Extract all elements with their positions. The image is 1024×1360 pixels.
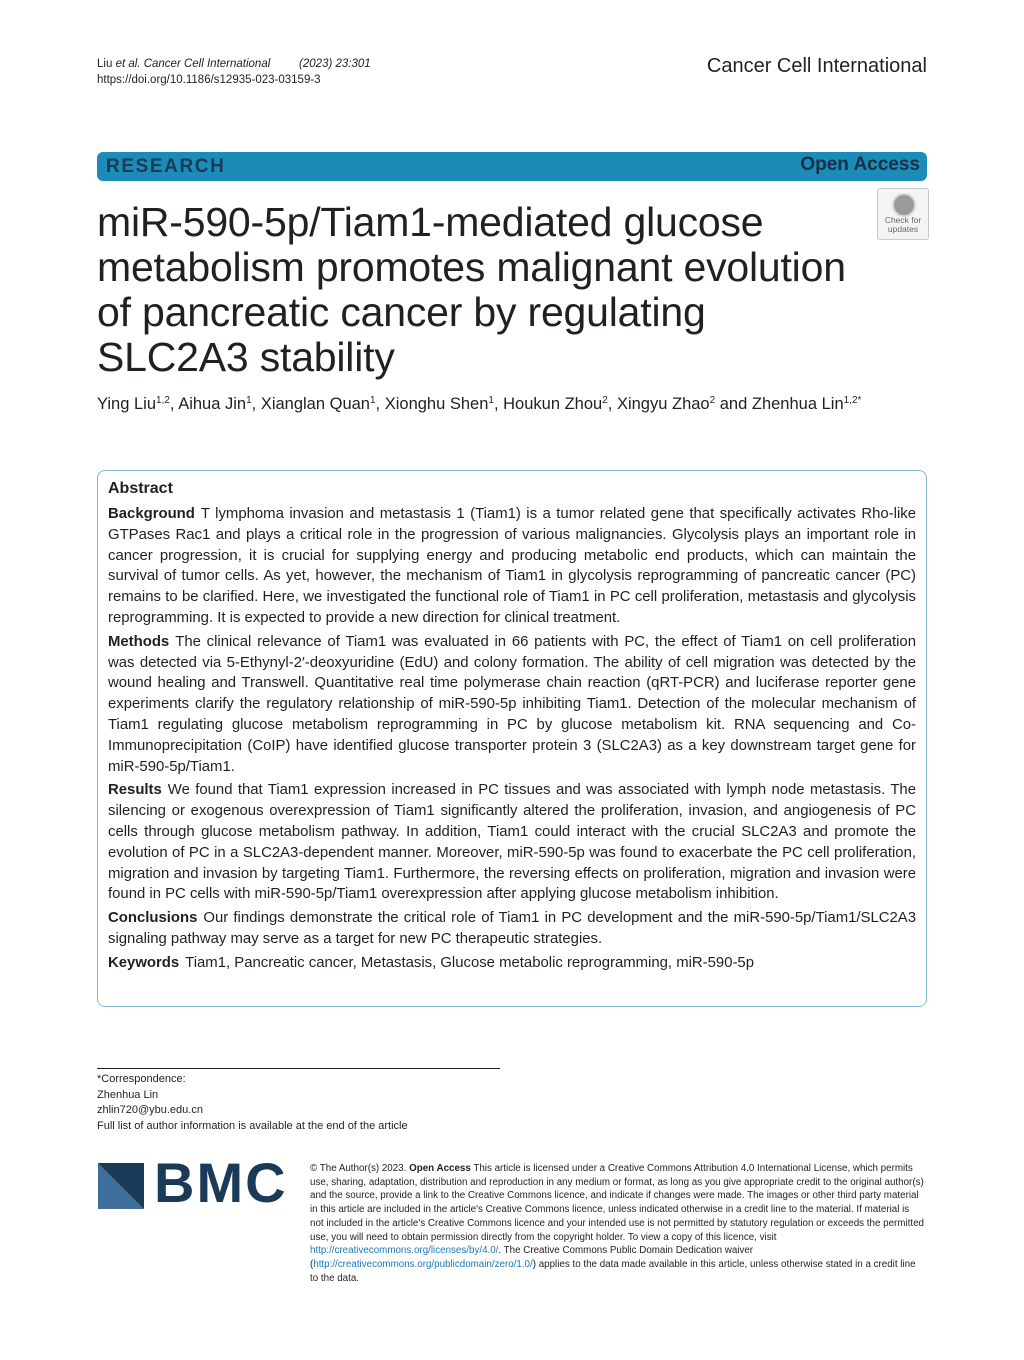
author-name[interactable]: Xianglan Quan <box>260 395 370 413</box>
citation-journal: Cancer Cell International <box>143 58 271 70</box>
author-separator: , <box>493 395 504 413</box>
keywords-label: Keywords <box>108 954 180 971</box>
background-label: Background <box>108 506 195 522</box>
author-affiliation: 1 <box>488 395 494 406</box>
citation-authors: Liu <box>97 58 113 70</box>
article-title: miR-590-5p/Tiam1-mediated glucose metabolism promotes malignant evolution of pancreatic cancer by regulating SLC2A3 stability <box>97 199 846 380</box>
author-name[interactable]: Houkun Zhou <box>503 395 603 413</box>
author-separator: , <box>251 395 261 413</box>
results-label: Results <box>108 782 162 799</box>
license-text-part2: . The Creative Commons Public Domain Dedication waiver ( <box>310 1245 754 1270</box>
conclusions-label: Conclusions <box>108 910 198 927</box>
bmc-logo <box>98 1151 288 1214</box>
author-affiliation: 1,2* <box>843 395 862 406</box>
author-name[interactable]: Xionghu Shen <box>384 395 489 413</box>
correspondence-label: *Correspondence: <box>97 1073 186 1085</box>
citation-etal: et al. <box>115 58 141 70</box>
open-access-label: Open Access <box>800 154 920 175</box>
check-updates-line2: updates <box>887 224 919 234</box>
doi-link[interactable]: https://doi.org/10.1186/s12935-023-03159-3 <box>97 74 321 86</box>
license-statement <box>310 1162 925 1285</box>
correspondence-note <box>97 1072 408 1134</box>
author-separator: , <box>169 395 179 413</box>
author-name[interactable]: Ying Liu <box>97 395 157 413</box>
results-text: We found that Tiam1 expression increased in PC tissues and was associated with lymph node metastasis. The silencing or exogenous overexpression of Tiam1 significantly altered the proliferation, invasion, and angiogenesis of PC cells through glucose metabolism pathway. In addition, Tiam1 could interact with the crucial SLC2A3 and promote the evolution of PC in a SLC2A3-dependent manner. Moreover, miR-590-5p was found to exacerbate the PC cell proliferation, migration and invasion by targeting Tiam1. Furthermore, the reversing effects on proliferation, migration and invasion were found in PC cells with miR-590-5p/Tiam1 overexpression after applying glucose metabolism inhibition. <box>108 782 916 903</box>
license-link-zero[interactable]: http://creativecommons.org/publicdomain/zero/1.0/ <box>313 1258 533 1270</box>
check-updates-line1: Check for <box>884 215 922 225</box>
check-for-updates-badge[interactable] <box>877 188 929 240</box>
article-type-banner <box>97 152 927 181</box>
correspondence-email[interactable]: zhlin720@ybu.edu.cn <box>97 1104 203 1116</box>
methods-label: Methods <box>108 633 170 650</box>
background-text: T lymphoma invasion and metastasis 1 (Tiam1) is a tumor related gene that specifically activates Rho-like GTPases Rac1 and plays a critical role in the progression of various malignancies. Glycolysis plays an important role in cancer progression, it is crucial for supplying energy and producing metabolic end products, which can maintain the survival of tumor cells. As yet, however, the mechanism of Tiam1 in glycolysis reprogramming of pancreatic cancer (PC) remains to be clarified. Here, we investigated the functional role of Tiam1 in PC cell proliferation, metastasis and glycolysis reprogramming. It is expected to provide a new direction for clinical treatment. <box>108 506 916 626</box>
author-info-note: Full list of author information is available at the end of the article <box>97 1119 408 1132</box>
author-affiliation: 2 <box>602 395 608 406</box>
author-list <box>97 395 927 414</box>
author-name[interactable]: Aihua Jin <box>178 395 247 413</box>
abstract-results <box>108 780 916 905</box>
author-separator: , <box>607 395 617 413</box>
correspondence-name: Zhenhua Lin <box>97 1088 159 1101</box>
license-link-by[interactable]: http://creativecommons.org/licenses/by/4.0/ <box>310 1245 499 1257</box>
abstract-heading: Abstract <box>108 480 173 497</box>
article-citation <box>97 56 371 88</box>
journal-name: Cancer Cell International <box>706 55 927 77</box>
article-type-label: RESEARCH <box>106 156 226 177</box>
citation-year-volume: (2023) 23:301 <box>299 58 371 70</box>
author-affiliation: 1,2 <box>156 395 170 406</box>
author-name[interactable]: Zhenhua Lin <box>751 395 844 413</box>
abstract-methods <box>108 632 916 778</box>
abstract-keywords <box>108 953 916 974</box>
check-updates-icon <box>892 193 916 217</box>
check-updates-label <box>878 216 928 234</box>
footnote-divider <box>97 1068 500 1069</box>
conclusions-text: Our findings demonstrate the critical role of Tiam1 in PC development and the miR-590-5p/Tiam1/SLC2A3 signaling pathway may serve as a target for new PC therapeutic strategies. <box>108 910 916 947</box>
abstract-conclusions <box>108 908 916 950</box>
bmc-logo-text: BMC <box>154 1151 288 1214</box>
copyright-text: © The Author(s) 2023. <box>310 1163 407 1174</box>
author-affiliation: 1 <box>369 395 376 406</box>
author-name[interactable]: Xingyu Zhao <box>616 395 710 413</box>
open-access-bold: Open Access <box>409 1163 471 1174</box>
citation-line <box>97 56 371 72</box>
abstract-background <box>108 504 916 629</box>
author-affiliation: 2 <box>709 395 716 406</box>
bmc-logo-mark-icon <box>98 1163 146 1209</box>
keywords-text: Tiam1, Pancreatic cancer, Metastasis, Glucose metabolic reprogramming, miR-590-5p <box>185 954 754 971</box>
author-separator: and <box>715 395 752 413</box>
author-separator: , <box>375 395 385 413</box>
author-affiliation: 1 <box>246 395 252 406</box>
abstract-box <box>97 470 927 1007</box>
license-text-part3: ) applies to the data made available in this article, unless otherwise stated in a credit line to the data. <box>310 1258 916 1284</box>
methods-text: The clinical relevance of Tiam1 was evaluated in 66 patients with PC, the effect of Tiam1 on cell proliferation was detected via 5-Ethynyl-2′-deoxyuridine (EdU) and colony formation. The ability of cell migration was detected by the wound healing and Transwell. Quantitative real time polymerase chain reaction (qRT-PCR) and luciferase reporter gene experiments clarify the regulatory relationship of miR-590-5p inhibiting Tiam1. Detection of the molecular mechanism of Tiam1 regulating glucose metabolism reprogramming in PC by glucose metabolism kit. RNA sequencing and Co-Immunoprecipitation (CoIP) have identified glucose transporter protein 3 (SLC2A3) as a key downstream target gene for miR-590-5p/Tiam1. <box>108 633 916 775</box>
license-text-part1: This article is licensed under a Creative Commons Attribution 4.0 International License, which permits use, sharing, adaptation, distribution and reproduction in any medium or format, as long as you give appropriate credit to the original author(s) and the source, provide a link to the Creative Commons licence, and indicate if changes were made. The images or other third party material in this article are included in the article's Creative Commons licence, unless indicated otherwise in a credit line to the material. If material is not included in the article's Creative Commons licence and your intended use is not permitted by statutory regulation or exceeds the permitted use, you will need to obtain permission directly from the copyright holder. To view a copy of this licence, visit <box>310 1163 924 1243</box>
